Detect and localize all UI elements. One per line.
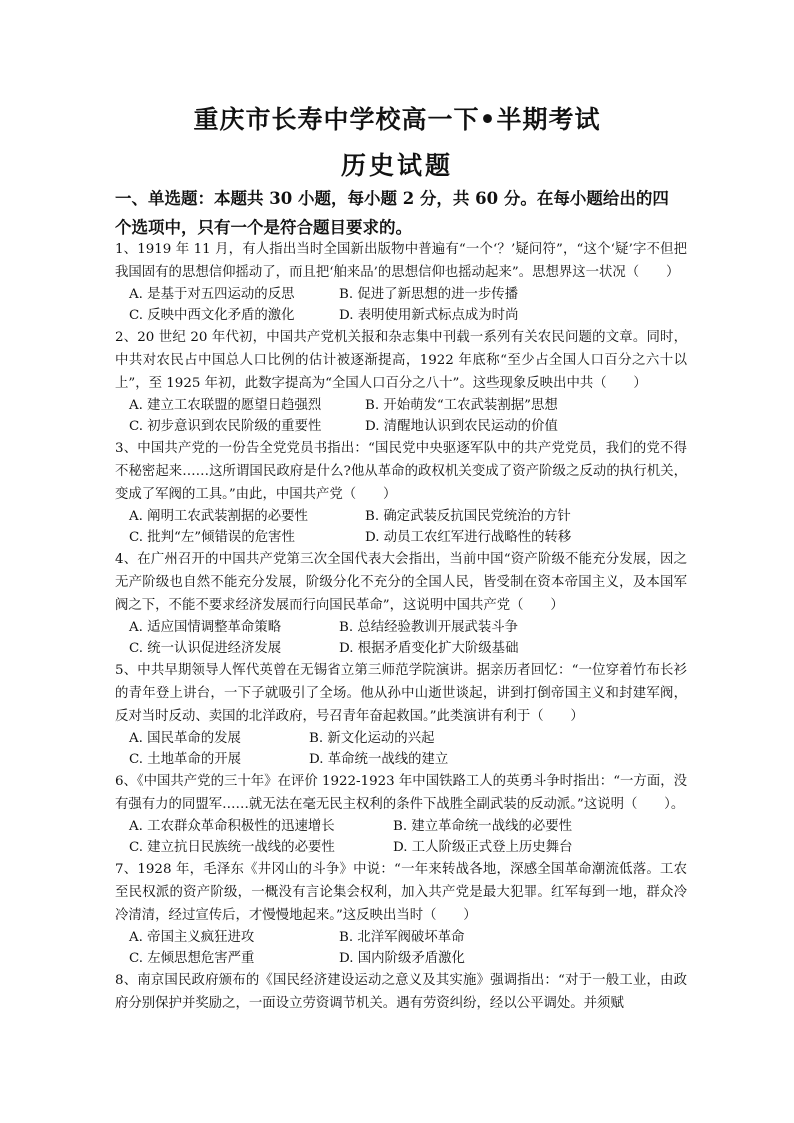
- option-c: C. 统一认识促进经济发展: [129, 641, 282, 656]
- question-stem: 5、中共早期领导人恽代英曾在无锡省立第三师范学院演讲。据亲历者回忆：“一位穿着竹布长衫的青年登上讲台，一下子就吸引了全场。他从孙中山逝世谈起，讲到打倒帝国主义和封建军阀，反对当时反动、卖国的北洋政府，号召青年奋起救国。”此类演讲有利于（ ）: [115, 663, 687, 724]
- options: [115, 728, 687, 770]
- question-stem: 7、1928 年，毛泽东《井冈山的斗争》中说：“一年来转战各地，深感全国革命潮流低落。工农至民权派的资产阶级，一概没有言论集会权利，加入共产党是最大犯罪。红军每到一地，群众冷冷清清，经过宣传后，才慢慢地起来。”这反映出当时（ ）: [115, 862, 687, 923]
- options: [115, 816, 687, 858]
- option-a: A. 建立工农联盟的愿望日趋强烈: [129, 398, 322, 413]
- question-stem: 1、1919 年 11 月，有人指出当时全国新出版物中普遍有“一个‘？’疑问符”，“这个‘疑’字不但把我国固有的思想信仰摇动了，而且把‘舶来品’的思想信仰也摇动起来”。思想界这一状况（ ）: [115, 242, 687, 280]
- option-c: C. 批判“左”倾错误的危害性: [129, 530, 295, 545]
- question: [115, 969, 687, 1015]
- exam-title: 重庆市长寿中学校高一下•半期考试: [193, 105, 601, 134]
- option-a: A. 阐明工农武装割据的必要性: [129, 509, 308, 524]
- options: [115, 284, 687, 326]
- section-heading: 一、单选题：本题共 30 小题，每小题 2 分，共 60 分。在每小题给出的四个选项中，只有一个是符合题目要求的。: [115, 189, 669, 237]
- option-a: A. 适应国情调整革命策略: [129, 620, 282, 635]
- option-d: D. 革命统一战线的建立: [309, 752, 449, 767]
- question-stem: 8、南京国民政府颁布的《国民经济建设运动之意义及其实施》强调指出：“对于一般工业，由政府分别保护并奖励之，一面设立劳资调节机关。遇有劳资纠纷，经以公平调处。并须赋: [115, 973, 687, 1011]
- option-b: B. 建立革命统一战线的必要性: [393, 819, 573, 834]
- options: [115, 506, 687, 548]
- option-d: D. 国内阶级矛盾激化: [339, 951, 465, 966]
- option-b: B. 北洋军阀破坏革命: [339, 930, 465, 945]
- option-a: A. 国民革命的发展: [129, 731, 241, 746]
- question-stem: 4、在广州召开的中国共产党第三次全国代表大会指出，当前中国“资产阶级不能充分发展，因之无产阶级也自然不能充分发展，阶级分化不充分的全国人民，皆受制在资本帝国主义，及本国军阀之下，不能不要求经济发展而行向国民革命”，这说明中国共产党（ ）: [115, 552, 687, 613]
- question-stem: 3、中国共产党的一份告全党党员书指出：“国民党中央驱逐军队中的共产党党员，我们的党不得不秘密起来……这所谓国民政府是什么?他从革命的政权机关变成了资产阶级之反动的执行机关，变成了军阀的工具。”由此，中国共产党（ ）: [115, 441, 687, 502]
- option-c: C. 初步意识到农民阶级的重要性: [129, 419, 322, 434]
- options: [115, 927, 687, 969]
- option-d: D. 动员工农红军进行战略性的转移: [365, 530, 572, 545]
- question: [115, 659, 687, 770]
- question: [115, 238, 687, 326]
- options: [115, 395, 687, 437]
- option-b: B. 总结经验教训开展武装斗争: [339, 620, 519, 635]
- question-stem: 2、20 世纪 20 年代初，中国共产党机关报和杂志集中刊载一系列有关农民问题的文章。同时，中共对农民占中国总人口比例的估计被逐渐提高，1922 年底称“至少占全国人口百分之六十以上”，至 1925 年初，此数字提高为“全国人口百分之八十”。这些现象反映出中共（ ）: [115, 330, 687, 391]
- question: [115, 770, 687, 858]
- question-list: [115, 238, 687, 1015]
- option-a: A. 工农群众革命积极性的迅速增长: [129, 819, 335, 834]
- question: [115, 326, 687, 437]
- option-b: B. 促进了新思想的进一步传播: [339, 287, 519, 302]
- option-b: B. 新文化运动的兴起: [309, 731, 435, 746]
- option-c: C. 左倾思想危害严重: [129, 951, 255, 966]
- option-d: D. 工人阶级正式登上历史舞台: [393, 840, 573, 855]
- question: [115, 437, 687, 548]
- option-b: B. 确定武装反抗国民党统治的方针: [365, 509, 571, 524]
- option-b: B. 开始萌发“工农武装割据”思想: [365, 398, 558, 413]
- option-c: C. 反映中西文化矛盾的激化: [129, 308, 295, 323]
- options: [115, 617, 687, 659]
- exam-subtitle: 历史试题: [340, 151, 453, 180]
- question-stem: 6、《中国共产党的三十年》在评价 1922-1923 年中国铁路工人的英勇斗争时指出：“一方面，没有强有力的同盟军……就无法在毫无民主权利的条件下战胜全副武装的反动派。”这说明（ ）。: [115, 774, 687, 812]
- option-d: D. 根据矛盾变化扩大阶级基础: [339, 641, 519, 656]
- option-a: A. 帝国主义疯狂进攻: [129, 930, 255, 945]
- option-a: A. 是基于对五四运动的反思: [129, 287, 295, 302]
- option-c: C. 建立抗日民族统一战线的必要性: [129, 840, 335, 855]
- option-d: D. 表明使用新式标点成为时尚: [339, 308, 519, 323]
- option-c: C. 土地革命的开展: [129, 752, 242, 767]
- question: [115, 858, 687, 969]
- option-d: D. 清醒地认识到农民运动的价值: [365, 419, 558, 434]
- question: [115, 548, 687, 659]
